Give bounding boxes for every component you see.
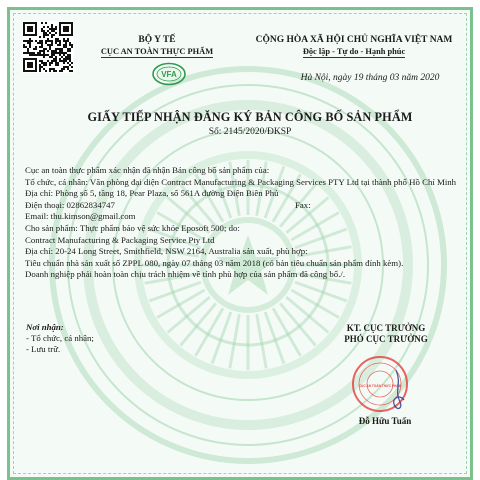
product-line: Cho sản phẩm: Thực phẩm bảo vệ sức khỏe Eposoft 500; do: bbox=[25, 222, 240, 233]
vfa-logo-icon bbox=[152, 62, 186, 86]
recipients-block bbox=[26, 322, 94, 355]
responsibility-line: Doanh nghiệp phải hoàn toàn chịu trách nhiệm về tính phù hợp của sản phẩm đã công bố./. bbox=[25, 269, 346, 280]
email-line: Email: thu.kimson@gmail.com bbox=[25, 211, 136, 222]
country-name: CỘNG HÒA XÃ HỘI CHỦ NGHĨA VIỆT NAM bbox=[255, 35, 453, 45]
phone-line: Điện thoại: 02862834747 bbox=[25, 199, 115, 210]
signature-line-1: KT. CỤC TRƯỞNG bbox=[346, 323, 426, 333]
qr-code-icon[interactable] bbox=[22, 21, 74, 73]
department-name: CỤC AN TOÀN THỰC PHẨM bbox=[100, 47, 214, 56]
manufacturer-address-line: Địa chỉ: 20-24 Long Street, Smithfield, NSW 2164, Australia sản xuất, phù hợp: bbox=[25, 246, 308, 257]
official-stamp-icon bbox=[350, 354, 410, 414]
intro-line: Cục an toàn thực phẩm xác nhận đã nhận Bản công bố sản phẩm của: bbox=[25, 165, 270, 175]
signer-name: Đỗ Hữu Tuấn bbox=[358, 416, 412, 426]
document-title: GIẤY TIẾP NHẬN ĐĂNG KÝ BẢN CÔNG BỐ SẢN PHẨM bbox=[87, 110, 413, 124]
national-motto: Độc lập - Tự do - Hạnh phúc bbox=[302, 47, 406, 56]
stamp-text: CỤC AN TOÀN THỰC PHẨM bbox=[358, 384, 402, 388]
certificate-frame bbox=[7, 7, 473, 480]
document-number: Số: 2145/2020/ĐKSP bbox=[208, 127, 292, 137]
fax-line: Fax: bbox=[295, 199, 311, 210]
manufacturer-line: Contract Manufacturing & Packaging Service Pty Ltd bbox=[25, 234, 215, 245]
recipient-item: - Tổ chức, cá nhân; bbox=[26, 333, 94, 343]
address-line: Địa chỉ: Phòng số 5, tầng 18, Pear Plaza, số 561A đường Điện Biên Phủ bbox=[25, 188, 279, 199]
issuer-header bbox=[82, 34, 232, 58]
recipient-item: - Lưu trữ. bbox=[26, 344, 61, 354]
organization-line: Tổ chức, cá nhân: Văn phòng đại diện Contract Manufacturing & Packaging Services PTY Ltd tại thành phố Hồ Chí Minh bbox=[25, 176, 457, 187]
contact-row bbox=[25, 200, 465, 212]
country-header bbox=[232, 34, 476, 58]
issue-date: Hà Nội, ngày 19 tháng 03 năm 2020 bbox=[300, 73, 440, 83]
recipients-label: Nơi nhận: bbox=[26, 322, 64, 332]
vfa-logo-text: VFA bbox=[161, 70, 177, 79]
document-body bbox=[25, 165, 465, 281]
signature-title bbox=[306, 323, 466, 345]
ministry-name: BỘ Y TẾ bbox=[138, 35, 176, 45]
signature-line-2: PHÓ CỤC TRƯỞNG bbox=[344, 334, 428, 344]
standard-line: Tiêu chuẩn nhà sản xuất số ZPPL 080, ngày 07 tháng 03 năm 2018 (có bản tiêu chuẩn sản phẩm đính kèm). bbox=[25, 257, 404, 268]
